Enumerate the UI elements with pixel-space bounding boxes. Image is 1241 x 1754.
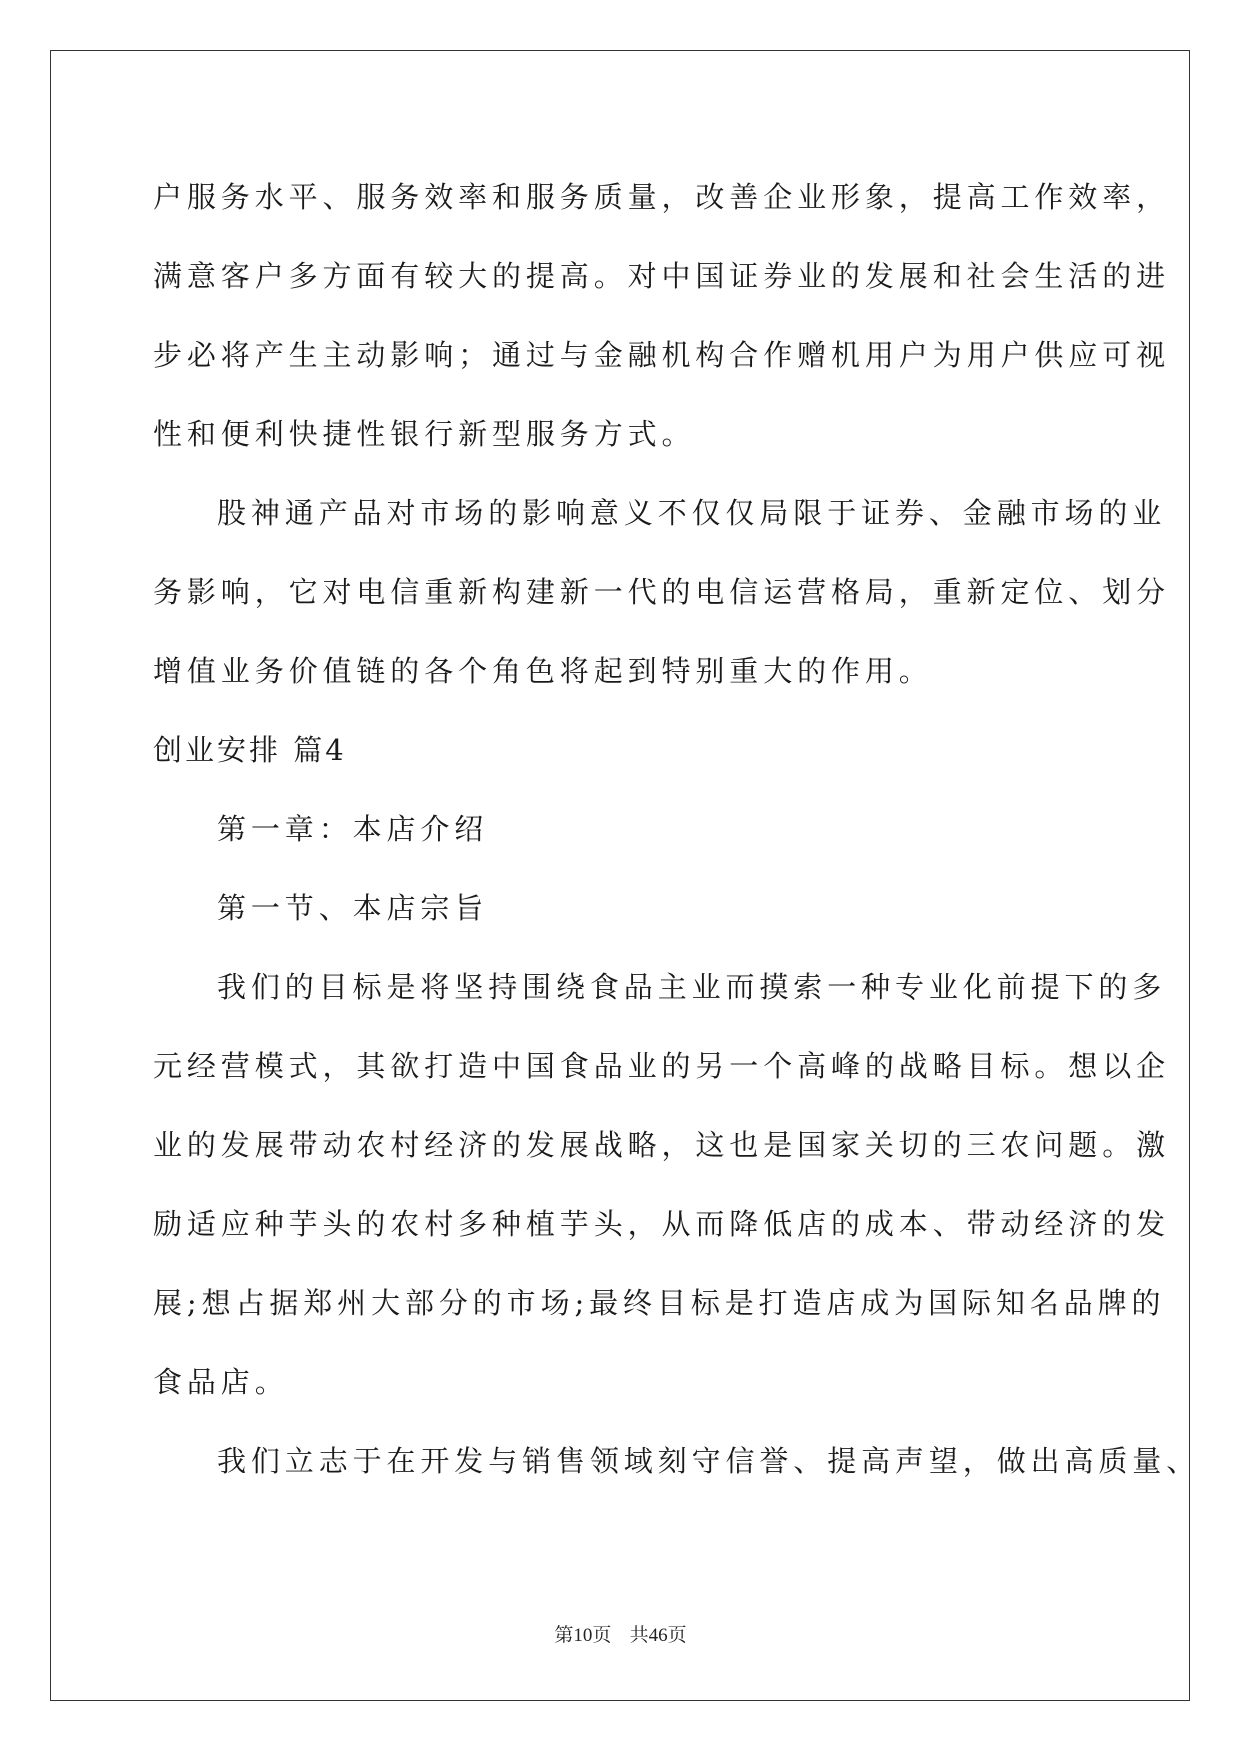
body-line-2: 满意客户多方面有较大的提高。对中国证券业的发展和社会生活的进 <box>153 259 1171 293</box>
page-number: 10 <box>573 1625 593 1646</box>
chapter-title: 第一章：本店介绍 <box>217 812 489 846</box>
total-pages: 46 <box>648 1625 668 1646</box>
page-suffix: 页 <box>592 1624 612 1646</box>
body-line-16: 食品店。 <box>153 1365 289 1399</box>
body-line-14: 励适应种芋头的农村多种植芋头，从而降低店的成本、带动经济的发 <box>153 1207 1171 1241</box>
body-line-15: 展;想占据郑州大部分的市场;最终目标是打造店成为国际知名品牌的 <box>153 1286 1166 1320</box>
body-line-7: 增值业务价值链的各个角色将起到特别重大的作用。 <box>153 654 933 688</box>
total-prefix: 共 <box>629 1624 649 1646</box>
total-suffix: 页 <box>667 1624 687 1646</box>
body-line-5: 股神通产品对市场的影响意义不仅仅局限于证券、金融市场的业 <box>217 496 1167 530</box>
body-line-1: 户服务水平、服务效率和服务质量，改善企业形象，提高工作效率， <box>153 180 1171 214</box>
section-heading: 创业安排 篇4 <box>153 733 347 767</box>
body-line-13: 业的发展带动农村经济的发展战略，这也是国家关切的三农问题。激 <box>153 1128 1171 1162</box>
section-title: 第一节、本店宗旨 <box>217 891 489 925</box>
body-line-3: 步必将产生主动影响；通过与金融机构合作赠机用户为用户供应可视 <box>153 338 1171 372</box>
page-footer <box>0 1620 1241 1647</box>
body-line-11: 我们的目标是将坚持围绕食品主业而摸索一种专业化前提下的多 <box>217 970 1167 1004</box>
body-line-4: 性和便利快捷性银行新型服务方式。 <box>153 417 696 451</box>
body-line-17: 我们立志于在开发与销售领域刻守信誉、提高声望，做出高质量、 <box>217 1444 1201 1478</box>
page-prefix: 第 <box>554 1624 574 1646</box>
document-body <box>153 159 1201 1502</box>
body-line-6: 务影响，它对电信重新构建新一代的电信运营格局，重新定位、划分 <box>153 575 1171 609</box>
body-line-12: 元经营模式，其欲打造中国食品业的另一个高峰的战略目标。想以企 <box>153 1049 1171 1083</box>
